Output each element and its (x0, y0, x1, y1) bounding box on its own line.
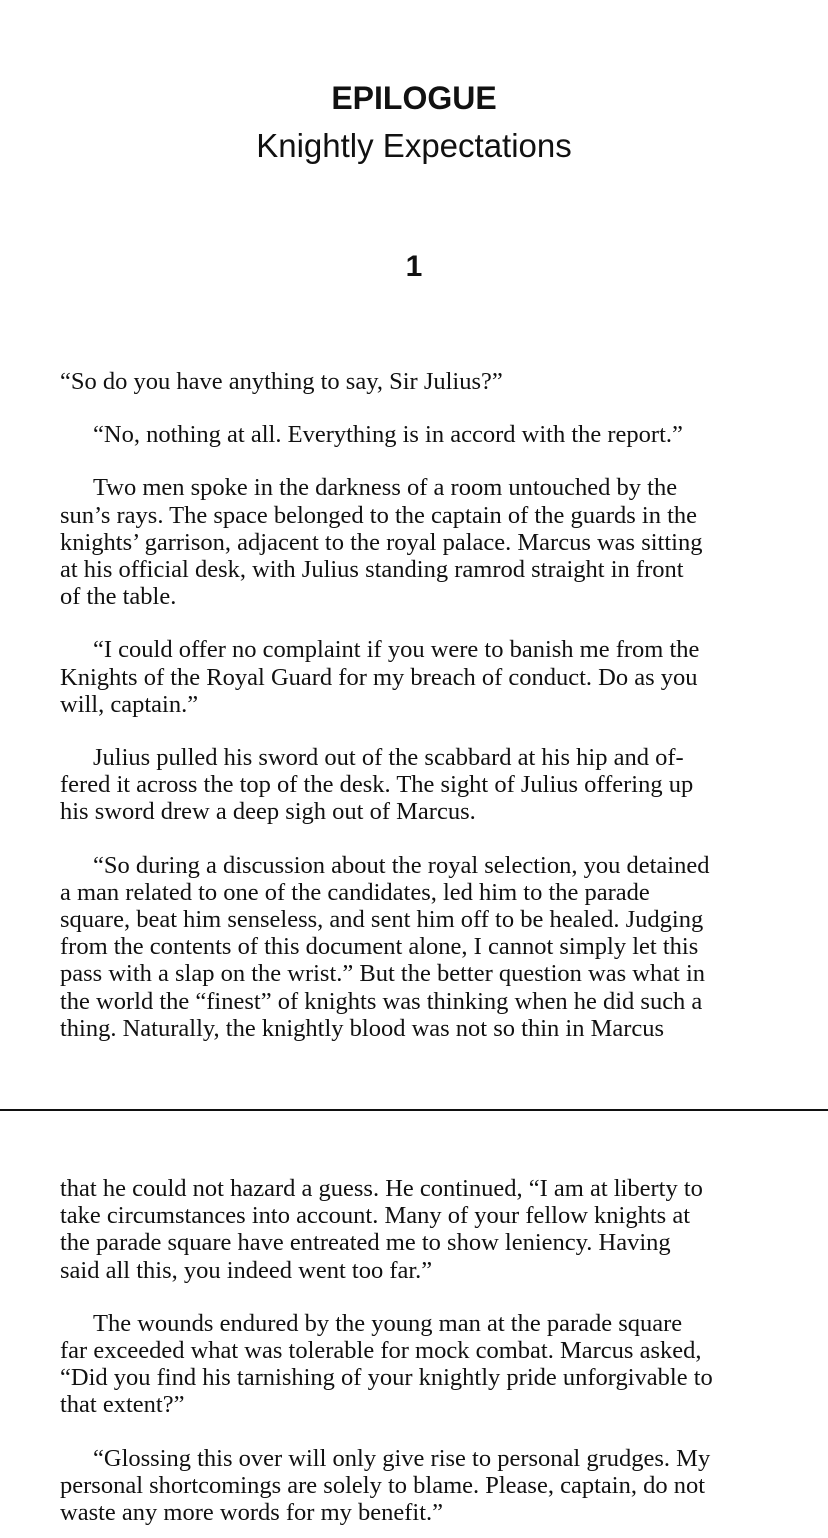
text-line: “I could offer no complaint if you were to banish me from the (93, 636, 700, 664)
text-line: the parade square have entreated me to show leniency. Having (60, 1229, 671, 1257)
text-line: that he could not hazard a guess. He continued, “I am at liberty to (60, 1175, 703, 1202)
paragraph (60, 636, 780, 718)
text-line: pass with a slap on the wrist.” But the better question was what in (60, 960, 706, 988)
paragraph (60, 744, 780, 826)
paragraph (60, 368, 780, 395)
text-line: knights’ garrison, adjacent to the royal palace. Marcus was sitting (60, 528, 703, 556)
text-line: of the table. (60, 583, 177, 611)
paragraph (60, 421, 780, 448)
text-line: “Glossing this over will only give rise to personal grudges. My (93, 1444, 711, 1472)
paragraph (60, 474, 780, 610)
text-line: waste any more words for my benefit.” (60, 1499, 444, 1527)
page-divider (0, 1109, 828, 1111)
text-line: that extent?” (60, 1391, 185, 1419)
text-line: “So do you have anything to say, Sir Julius?” (60, 368, 503, 395)
paragraph (60, 1310, 780, 1419)
text-line: personal shortcomings are solely to blame. Please, captain, do not (60, 1471, 706, 1499)
text-line: “No, nothing at all. Everything is in accord with the report.” (93, 421, 683, 449)
paragraph (60, 1445, 780, 1527)
text-line: “So during a discussion about the royal selection, you detained (93, 851, 710, 879)
text-line: the world the “finest” of knights was thinking when he did such a (60, 987, 703, 1015)
text-line: take circumstances into account. Many of your fellow knights at (60, 1202, 691, 1230)
text-line: sun’s rays. The space belonged to the captain of the guards in the (60, 501, 698, 529)
text-line: Knights of the Royal Guard for my breach of conduct. Do as you (60, 663, 698, 691)
text-line: far exceeded what was tolerable for mock combat. Marcus asked, (60, 1337, 702, 1365)
section-number: 1 (405, 250, 423, 283)
text-line: fered it across the top of the desk. The sight of Julius offering up (60, 771, 694, 799)
text-line: Julius pulled his sword out of the scabbard at his hip and of- (93, 744, 684, 772)
chapter-title: Knightly Expectations (256, 127, 572, 164)
text-line: will, captain.” (60, 690, 199, 718)
page-2-body (60, 1175, 780, 1526)
text-line: from the contents of this document alone, I cannot simply let this (60, 933, 699, 961)
text-line: square, beat him senseless, and sent him off to be healed. Judging (60, 906, 704, 934)
text-line: his sword drew a deep sigh out of Marcus. (60, 798, 476, 826)
chapter-label: EPILOGUE (331, 80, 497, 116)
text-line: Two men spoke in the darkness of a room untouched by the (93, 474, 678, 502)
page-1-body (60, 368, 780, 1042)
text-line: said all this, you indeed went too far.” (60, 1256, 433, 1284)
text-line: The wounds endured by the young man at the parade square (93, 1309, 683, 1337)
paragraph (60, 852, 780, 1042)
text-line: a man related to one of the candidates, led him to the parade (60, 878, 650, 906)
text-line: at his official desk, with Julius standing ramrod straight in front (60, 556, 684, 584)
paragraph (60, 1175, 780, 1284)
text-line: “Did you find his tarnishing of your knightly pride unforgivable to (60, 1364, 713, 1392)
text-line: thing. Naturally, the knightly blood was not so thin in Marcus (60, 1014, 665, 1042)
